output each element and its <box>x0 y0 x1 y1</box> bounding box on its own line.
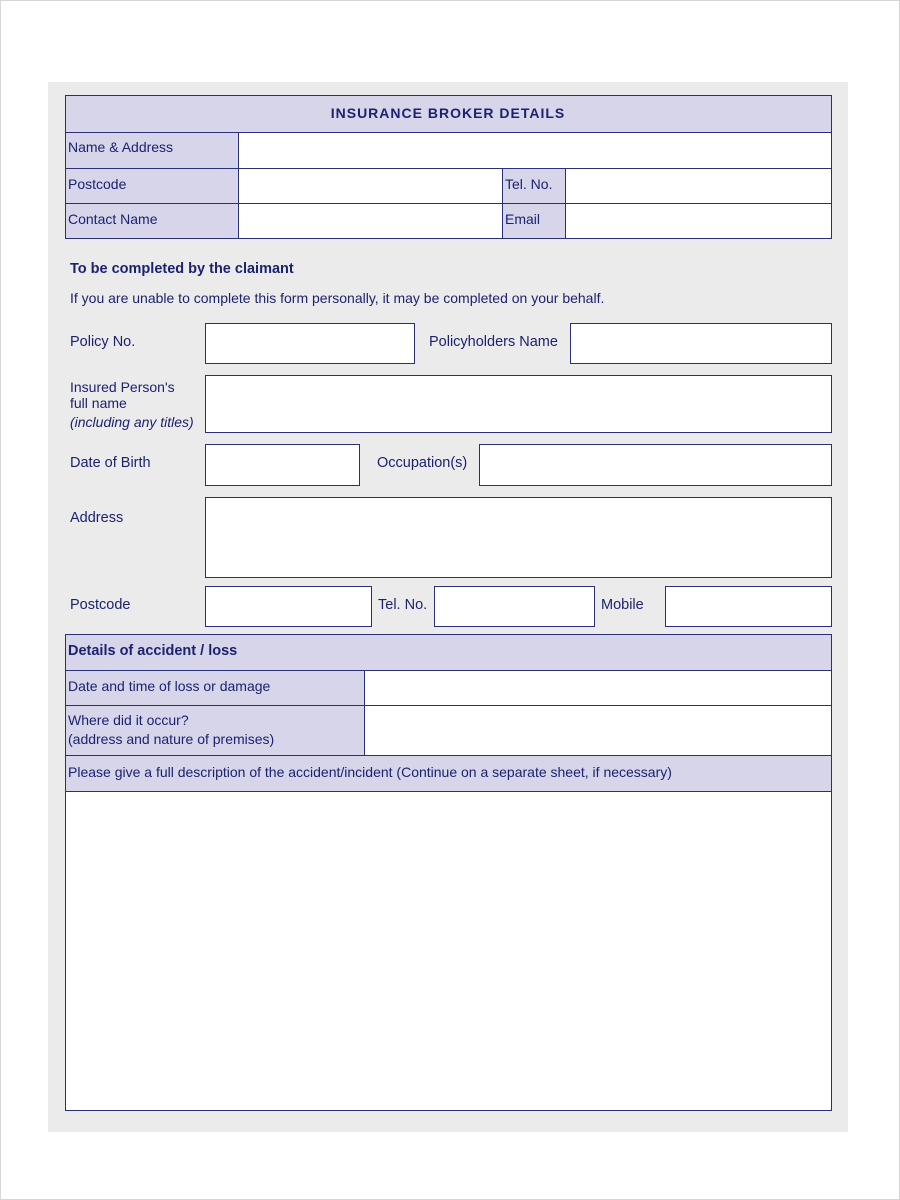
date-time-loss-label: Date and time of loss or damage <box>65 670 365 706</box>
where-occur-field[interactable] <box>364 705 832 756</box>
insured-name-label: Insured Person's full name (including any titles) <box>70 379 194 430</box>
broker-tel-label: Tel. No. <box>502 168 566 204</box>
occupation-field[interactable] <box>479 444 832 486</box>
broker-details-header <box>65 95 832 133</box>
occupation-label: Occupation(s) <box>377 455 468 471</box>
accident-details-title: Details of accident / loss <box>68 643 238 659</box>
dob-label: Date of Birth <box>70 455 151 471</box>
claimant-tel-field[interactable] <box>434 586 595 627</box>
broker-postcode-field[interactable] <box>238 168 503 204</box>
description-field[interactable] <box>65 791 832 1111</box>
claimant-mobile-field[interactable] <box>665 586 832 627</box>
claimant-postcode-label: Postcode <box>70 597 131 613</box>
address-label: Address <box>70 510 124 526</box>
broker-name-address-field[interactable] <box>238 132 832 169</box>
broker-postcode-label: Postcode <box>65 168 239 204</box>
dob-field[interactable] <box>205 444 360 486</box>
broker-email-field[interactable] <box>565 203 832 239</box>
policy-no-field[interactable] <box>205 323 415 364</box>
claimant-tel-label: Tel. No. <box>378 597 428 613</box>
broker-contact-field[interactable] <box>238 203 503 239</box>
broker-email-label: Email <box>502 203 566 239</box>
claimant-note: If you are unable to complete this form personally, it may be completed on your behalf. <box>70 290 605 306</box>
policy-no-label: Policy No. <box>70 334 136 350</box>
broker-contact-label: Contact Name <box>65 203 239 239</box>
broker-tel-field[interactable] <box>565 168 832 204</box>
address-field[interactable] <box>205 497 832 578</box>
policyholders-name-field[interactable] <box>570 323 832 364</box>
broker-details-title: INSURANCE BROKER DETAILS <box>330 105 566 121</box>
description-label-row: Please give a full description of the accident/incident (Continue on a separate sheet, if necessary) <box>65 755 832 792</box>
where-occur-label: Where did it occur? (address and nature of premises) <box>65 705 365 756</box>
claimant-postcode-field[interactable] <box>205 586 372 627</box>
policyholders-name-label: Policyholders Name <box>429 334 558 350</box>
date-time-loss-field[interactable] <box>364 670 832 706</box>
insured-name-field[interactable] <box>205 375 832 433</box>
broker-name-address-label: Name & Address <box>65 132 239 169</box>
claimant-heading: To be completed by the claimant <box>70 261 294 277</box>
accident-details-header <box>65 634 832 671</box>
claimant-mobile-label: Mobile <box>601 597 644 613</box>
